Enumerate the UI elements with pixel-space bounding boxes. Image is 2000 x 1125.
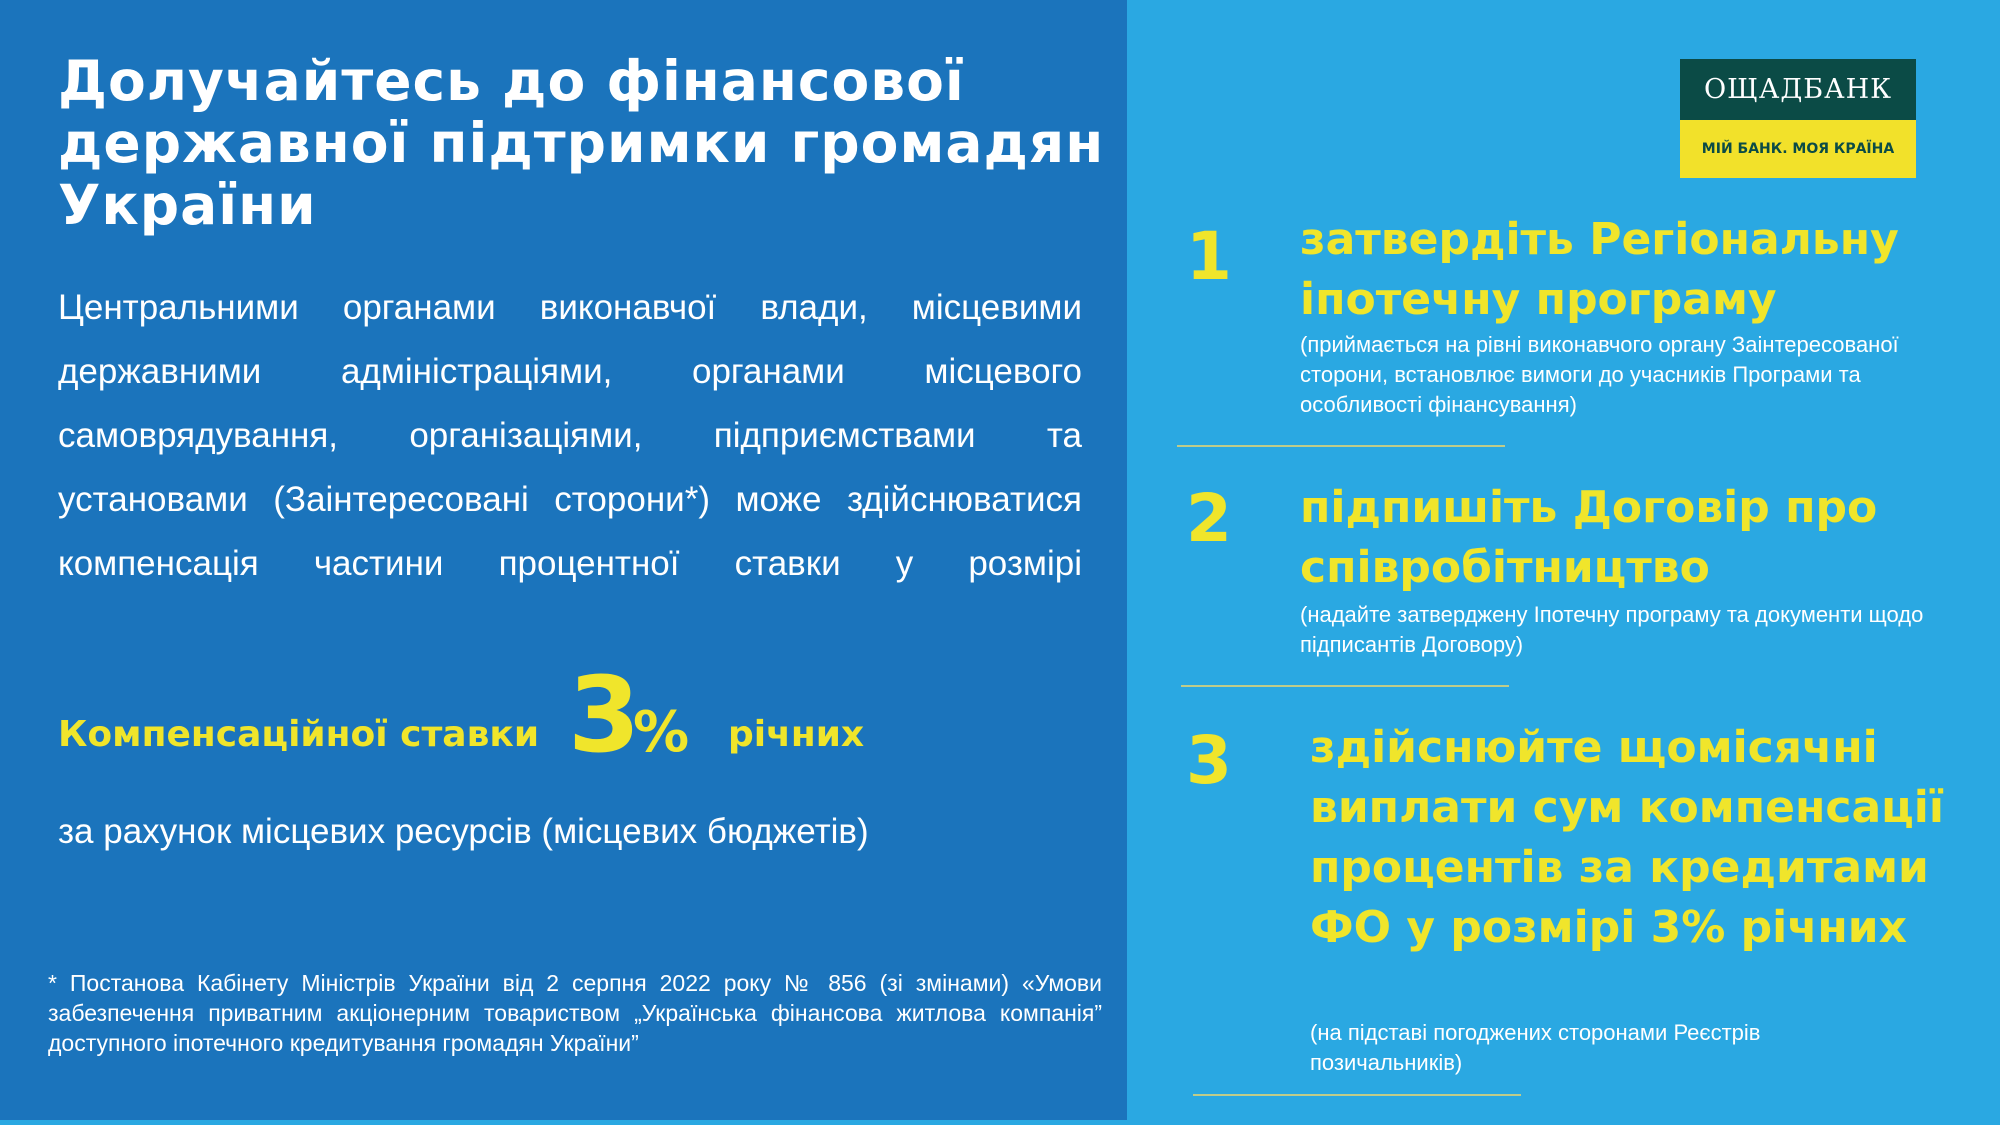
step-title: здійснюйте щомісячні виплати сум компенсації процентів за кредитами ФО у розмірі 3% річних bbox=[1310, 722, 1944, 953]
step-divider bbox=[1177, 445, 1505, 447]
rate-number: 3 bbox=[568, 654, 641, 776]
step-note: (на підставі погоджених сторонами Реєстрів позичальників) bbox=[1310, 1020, 1761, 1075]
rate-suffix: річних bbox=[728, 714, 865, 755]
oschadbank-logo bbox=[1680, 59, 1916, 178]
step-number: 3 bbox=[1186, 722, 1232, 799]
intro-paragraph: Центральними органами виконавчої влади, місцевими державними адміністраціями, органами місцевого самоврядування, організаціями, підприємствами та установами (Заінтересовані сторони*) може здійснюватися компенсація частини процентної ставки у розмірі bbox=[58, 288, 1082, 583]
step-note: (приймається на рівні виконавчого органу Заінтересованої сторони, встановлює вимоги до учасників Програми та особливості фінансування) bbox=[1300, 332, 1899, 417]
logo-slogan: МІЙ БАНК. МОЯ КРАЇНА bbox=[1680, 120, 1916, 178]
rate-percent: % bbox=[633, 700, 690, 765]
page-title: Долучайтесь до фінансової державної підтримки громадян України bbox=[58, 49, 1105, 237]
step-number: 1 bbox=[1186, 218, 1232, 295]
rate-label: Компенсаційної ставки bbox=[58, 714, 540, 755]
footnote: * Постанова Кабінету Міністрів України від 2 серпня 2022 року № 856 (зі змінами) «Умови забезпечення приватним акціонерним товариством „Українська фінансова житлова компанія” доступного іпотечного кредитування громадян України” bbox=[48, 970, 1102, 1056]
step-divider bbox=[1181, 685, 1509, 687]
logo-name: ОЩАДБАНК bbox=[1680, 59, 1916, 120]
step-divider bbox=[1193, 1094, 1521, 1096]
funding-source: за рахунок місцевих ресурсів (місцевих бюджетів) bbox=[58, 812, 869, 851]
step-title: підпишіть Договір про співробітництво bbox=[1300, 482, 1878, 593]
step-title: затвердіть Регіональну іпотечну програму bbox=[1300, 214, 1899, 325]
bottom-strip bbox=[0, 1120, 2000, 1125]
step-note: (надайте затверджену Іпотечну програму та документи щодо підписантів Договору) bbox=[1300, 602, 1924, 657]
step-number: 2 bbox=[1186, 480, 1232, 557]
rate-highlight bbox=[58, 654, 1058, 776]
